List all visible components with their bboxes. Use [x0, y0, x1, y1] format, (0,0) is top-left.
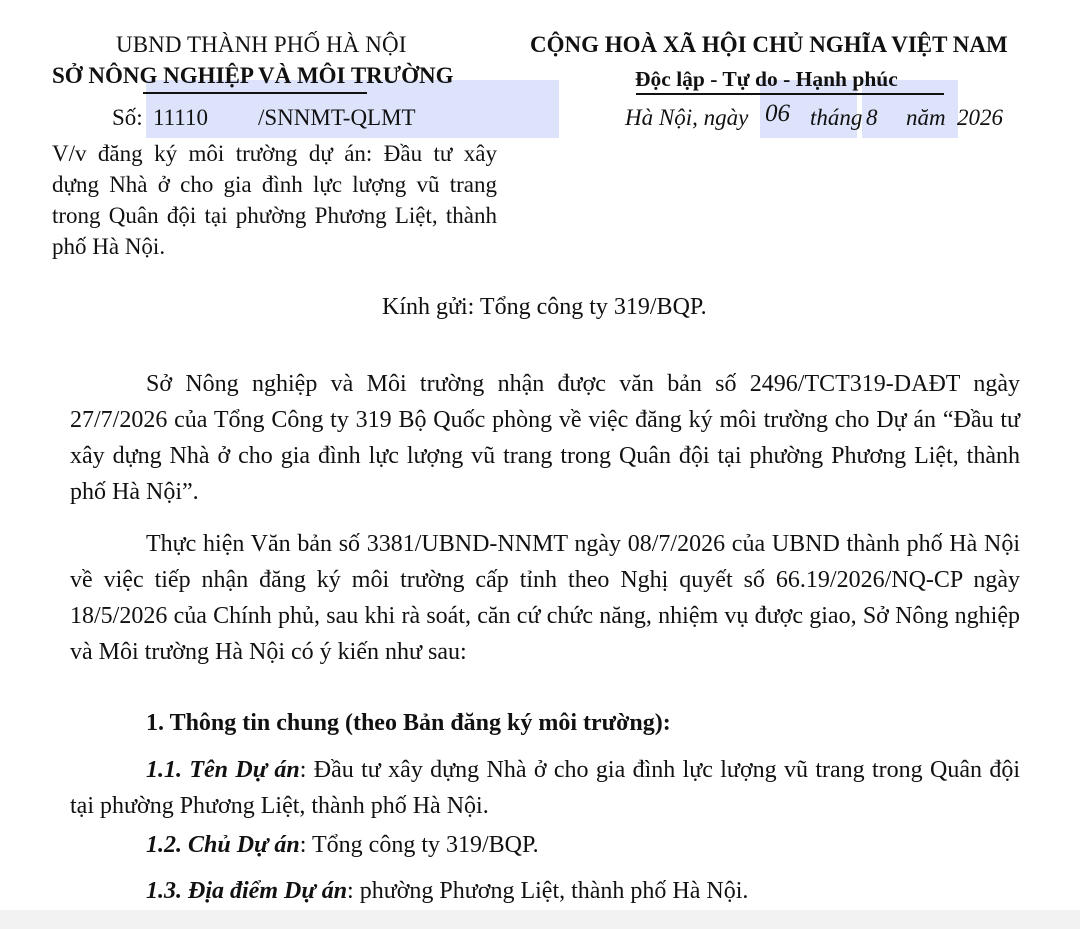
document-number-label: Số: [112, 105, 143, 130]
section-heading: 1. Thông tin chung (theo Bản đăng ký môi trường): [146, 710, 671, 736]
document-number: 11110 [153, 105, 208, 130]
date-month: 8 [866, 105, 878, 130]
info-item-project-owner [146, 832, 539, 859]
info-item-value: : phường Phương Liệt, thành phố Hà Nội. [347, 878, 749, 904]
agency-parent-name: UBND THÀNH PHỐ HÀ NỘI [116, 32, 407, 57]
agency-underline [143, 92, 367, 94]
motto-underline [636, 93, 944, 95]
page-bottom-edge [0, 910, 1080, 929]
info-item-value: : Đầu tư xây dựng Nhà ở cho gia đình lực lượng vũ trang trong Quân đội tại phường Phương Liệt, thành phố Hà Nội. [70, 757, 1021, 819]
body-paragraph-2 [70, 526, 1020, 670]
body-paragraph-1 [70, 366, 1020, 510]
body-paragraph-2-text: Thực hiện Văn bản số 3381/UBND-NNMT ngày 08/7/2026 của UBND thành phố Hà Nội về việc tiếp nhận đăng ký môi trường cấp tỉnh theo Nghị quyết số 66.19/2026/NQ-CP ngày 18/5/2026 của Chính phủ, sau khi rà soát, căn cứ chức năng, nhiệm vụ được giao, Sở Nông nghiệp và Môi trường Hà Nội có ý kiến như sau: [70, 531, 1020, 665]
info-item-label: 1.1. Tên Dự án [146, 757, 300, 783]
document-subject: V/v đăng ký môi trường dự án: Đầu tư xây dựng Nhà ở cho gia đình lực lượng vũ trang trong Quân đội tại phường Phương Liệt, thành phố Hà Nội. [52, 141, 497, 259]
national-motto: Độc lập - Tự do - Hạnh phúc [635, 67, 898, 91]
date-month-label: tháng [810, 105, 863, 130]
date-prefix: Hà Nội, ngày [625, 105, 749, 130]
document-number-suffix: /SNNMT-QLMT [258, 105, 416, 130]
date-day: 06 [765, 100, 790, 127]
body-paragraph-1-text: Sở Nông nghiệp và Môi trường nhận được văn bản số 2496/TCT319-DAĐT ngày 27/7/2026 của Tổng Công ty 319 Bộ Quốc phòng về việc đăng ký môi trường cho Dự án “Đầu tư xây dựng Nhà ở cho gia đình lực lượng vũ trang trong Quân đội tại phường Phương Liệt, thành phố Hà Nội”. [70, 371, 1020, 505]
info-item-project-name [70, 752, 1020, 824]
info-item-project-location [146, 878, 748, 905]
agency-name: SỞ NÔNG NGHIỆP VÀ MÔI TRƯỜNG [52, 63, 454, 88]
national-title: CỘNG HOÀ XÃ HỘI CHỦ NGHĨA VIỆT NAM [530, 32, 1008, 57]
info-item-label: 1.2. Chủ Dự án [146, 832, 300, 858]
info-item-value: : Tổng công ty 319/BQP. [299, 832, 539, 858]
date-year: 2026 [957, 105, 1003, 130]
info-item-label: 1.3. Địa điểm Dự án [146, 878, 348, 904]
date-year-label: năm [906, 105, 946, 130]
recipient-line: Kính gửi: Tổng công ty 319/BQP. [382, 294, 707, 320]
